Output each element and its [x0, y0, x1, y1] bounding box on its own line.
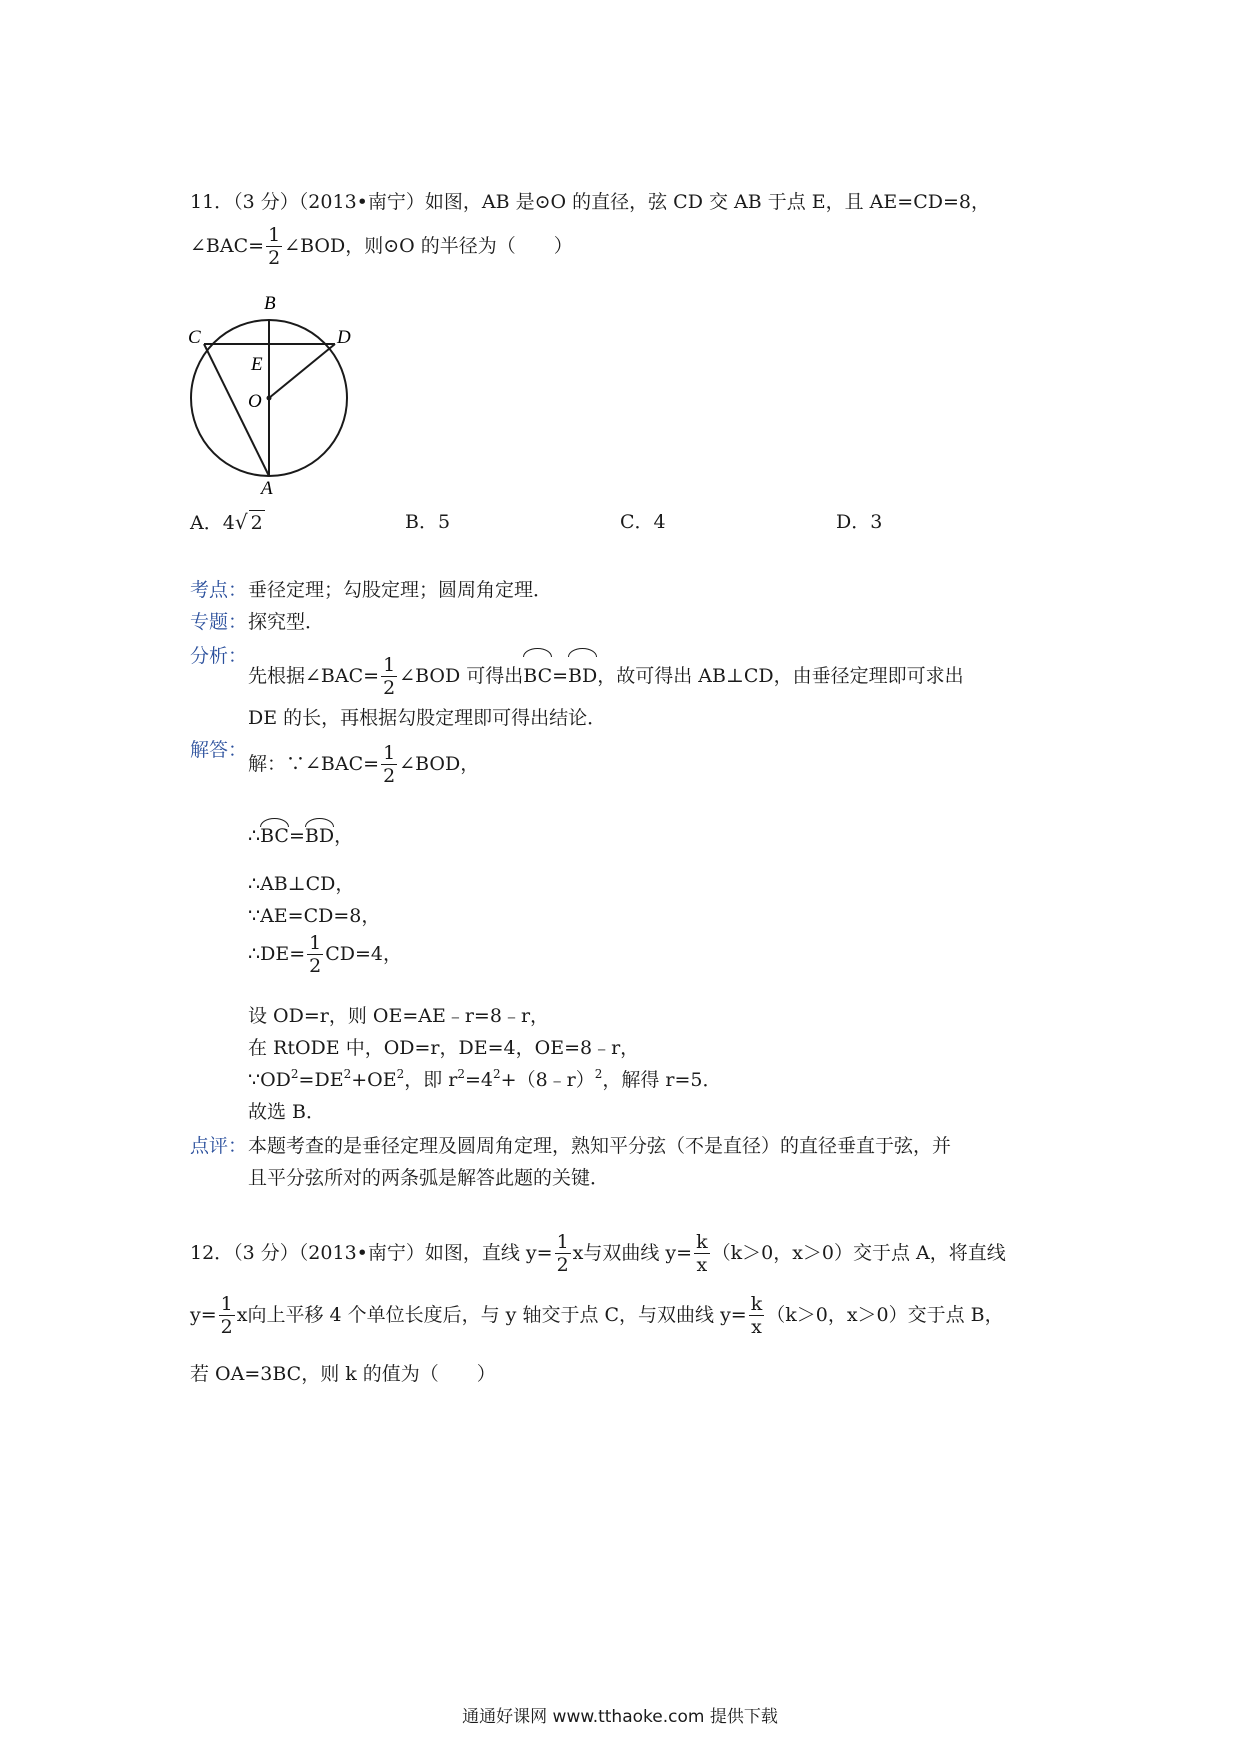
jieda-label: 解答：	[190, 739, 248, 761]
q12-l2-b: x向上平移 4 个单位长度后，与 y 轴交于点 C，与双曲线 y=	[236, 1304, 747, 1326]
half-fraction	[555, 1233, 571, 1275]
circle-figure	[180, 288, 360, 500]
solution-step-4: ∵AE=CD=8，	[248, 905, 381, 927]
label-d: D	[337, 327, 351, 348]
fenxi-line2: DE 的长，再根据勾股定理即可得出结论．	[248, 707, 607, 729]
q12-l1-c: （k＞0，x＞0）交于点 A，将直线	[711, 1242, 1006, 1264]
fenxi-mid: ∠BOD 可得出	[399, 665, 524, 687]
fenxi-post: ，故可得出 AB⊥CD，由垂径定理即可求出	[597, 665, 964, 687]
s8-d: ，即 r	[404, 1069, 458, 1091]
frac-den-x: x	[751, 1316, 762, 1338]
arc-bc: BC	[523, 648, 552, 698]
label-a: A	[261, 478, 273, 499]
choice-b: B．5	[405, 511, 451, 533]
solution-step-2	[248, 818, 353, 848]
frac-den: 2	[383, 677, 396, 699]
q11-line2-pre: ∠BAC=	[190, 235, 265, 257]
s2-pre: ∴	[248, 825, 261, 847]
q12-line1	[190, 1228, 1006, 1278]
q12-l2-c: （k＞0，x＞0）交于点 B，	[766, 1304, 1004, 1326]
half-fraction	[381, 744, 397, 786]
frac-den: 2	[309, 955, 322, 977]
solution-step-7: 在 RtODE 中，OD=r，DE=4，OE=8﹣r，	[248, 1037, 640, 1059]
half-fraction	[219, 1295, 235, 1337]
frac-num: 1	[556, 1231, 569, 1253]
superscript-2: 2	[493, 1067, 501, 1081]
frac-den: 2	[220, 1316, 233, 1338]
frac-num: 1	[383, 654, 396, 676]
fenxi-label: 分析：	[190, 645, 248, 667]
s5-pre: ∴DE=	[248, 943, 306, 965]
superscript-2: 2	[290, 1067, 299, 1081]
half-fraction	[266, 226, 282, 268]
equals-sign: =	[288, 825, 305, 847]
arc-bd: BD	[305, 818, 334, 848]
footer-source: 通通好课网 www.tthaoke.com 提供下载	[462, 1707, 778, 1727]
frac-den: 2	[383, 765, 396, 787]
kaodian-text: 垂径定理；勾股定理；圆周角定理．	[248, 579, 553, 601]
q11-line2-post: ∠BOD，则⊙O 的半径为（ ）	[284, 235, 573, 257]
frac-den: 2	[268, 247, 281, 269]
dianping-label: 点评：	[190, 1135, 248, 1157]
solution-step-8	[248, 1068, 722, 1092]
s8-f: +（8﹣r）	[500, 1069, 595, 1091]
choice-a-label: A．4	[190, 512, 235, 534]
frac-num-k: k	[696, 1231, 708, 1253]
s8-g: ，解得 r=5．	[602, 1069, 722, 1091]
s8-c: +OE	[351, 1069, 397, 1091]
kaodian-label: 考点：	[190, 579, 248, 601]
label-e: E	[251, 354, 263, 375]
fenxi-line1	[248, 648, 964, 698]
choice-c: C．4	[620, 511, 666, 533]
superscript-2: 2	[343, 1067, 352, 1081]
half-fraction	[381, 656, 397, 698]
fenxi-pre: 先根据∠BAC=	[248, 665, 380, 687]
q12-line3: 若 OA=3BC，则 k 的值为（ ）	[190, 1363, 496, 1385]
q11-line1: 11．（3 分）（2013•南宁）如图，AB 是⊙O 的直径，弦 CD 交 AB 于点 E，且 AE=CD=8，	[190, 191, 990, 213]
choice-d: D．3	[836, 511, 883, 533]
frac-num: 1	[268, 224, 281, 246]
s5-post: CD=4，	[325, 943, 402, 965]
frac-num-k: k	[750, 1293, 763, 1315]
q12-l1-b: x与双曲线 y=	[572, 1242, 693, 1264]
s1-post: ∠BOD，	[399, 753, 480, 775]
q11-line2	[190, 224, 573, 268]
s8-a: ∵OD	[248, 1069, 291, 1091]
radicand: 2	[250, 512, 263, 534]
q12-line2	[190, 1290, 1004, 1340]
s1-pre: 解：∵∠BAC=	[248, 753, 380, 775]
s2-post: ，	[334, 825, 354, 847]
zhuanti-text: 探究型．	[248, 611, 325, 633]
dianping-line1: 本题考查的是垂径定理及圆周角定理，熟知平分弦（不是直径）的直径垂直于弦，并	[248, 1135, 952, 1157]
label-o: O	[248, 391, 262, 412]
s8-b: =DE	[298, 1069, 344, 1091]
superscript-2: 2	[457, 1067, 465, 1081]
k-over-x-fraction	[694, 1233, 710, 1275]
arc-bc: BC	[260, 818, 289, 848]
superscript-2: 2	[594, 1067, 603, 1081]
solution-step-3: ∴AB⊥CD，	[248, 873, 355, 895]
k-over-x-fraction	[749, 1295, 765, 1337]
frac-num: 1	[383, 742, 396, 764]
label-b: B	[264, 293, 276, 314]
choice-a	[190, 510, 265, 535]
superscript-2: 2	[396, 1067, 405, 1081]
frac-num: 1	[220, 1293, 233, 1315]
dianping-line2: 且平分弦所对的两条弧是解答此题的关键．	[248, 1167, 610, 1189]
solution-step-9: 故选 B．	[248, 1101, 326, 1123]
solution-step-1	[248, 742, 479, 786]
arc-bd: BD	[568, 648, 597, 698]
solution-step-5	[248, 932, 402, 976]
zhuanti-label: 专题：	[190, 611, 248, 633]
frac-num: 1	[309, 932, 322, 954]
q12-l2-a: y=	[190, 1304, 217, 1326]
radical-sign: √	[234, 510, 248, 534]
q12-l1-a: 12．（3 分）（2013•南宁）如图，直线 y=	[190, 1242, 553, 1264]
half-fraction	[307, 934, 323, 976]
segment-od	[269, 344, 335, 398]
frac-den: 2	[556, 1254, 569, 1276]
center-point	[267, 396, 272, 401]
frac-den-x: x	[696, 1254, 708, 1276]
label-c: C	[188, 327, 201, 348]
s8-e: =4	[465, 1069, 494, 1091]
solution-step-6: 设 OD=r，则 OE=AE﹣r=8﹣r，	[248, 1005, 550, 1027]
equals-sign: =	[552, 665, 569, 687]
